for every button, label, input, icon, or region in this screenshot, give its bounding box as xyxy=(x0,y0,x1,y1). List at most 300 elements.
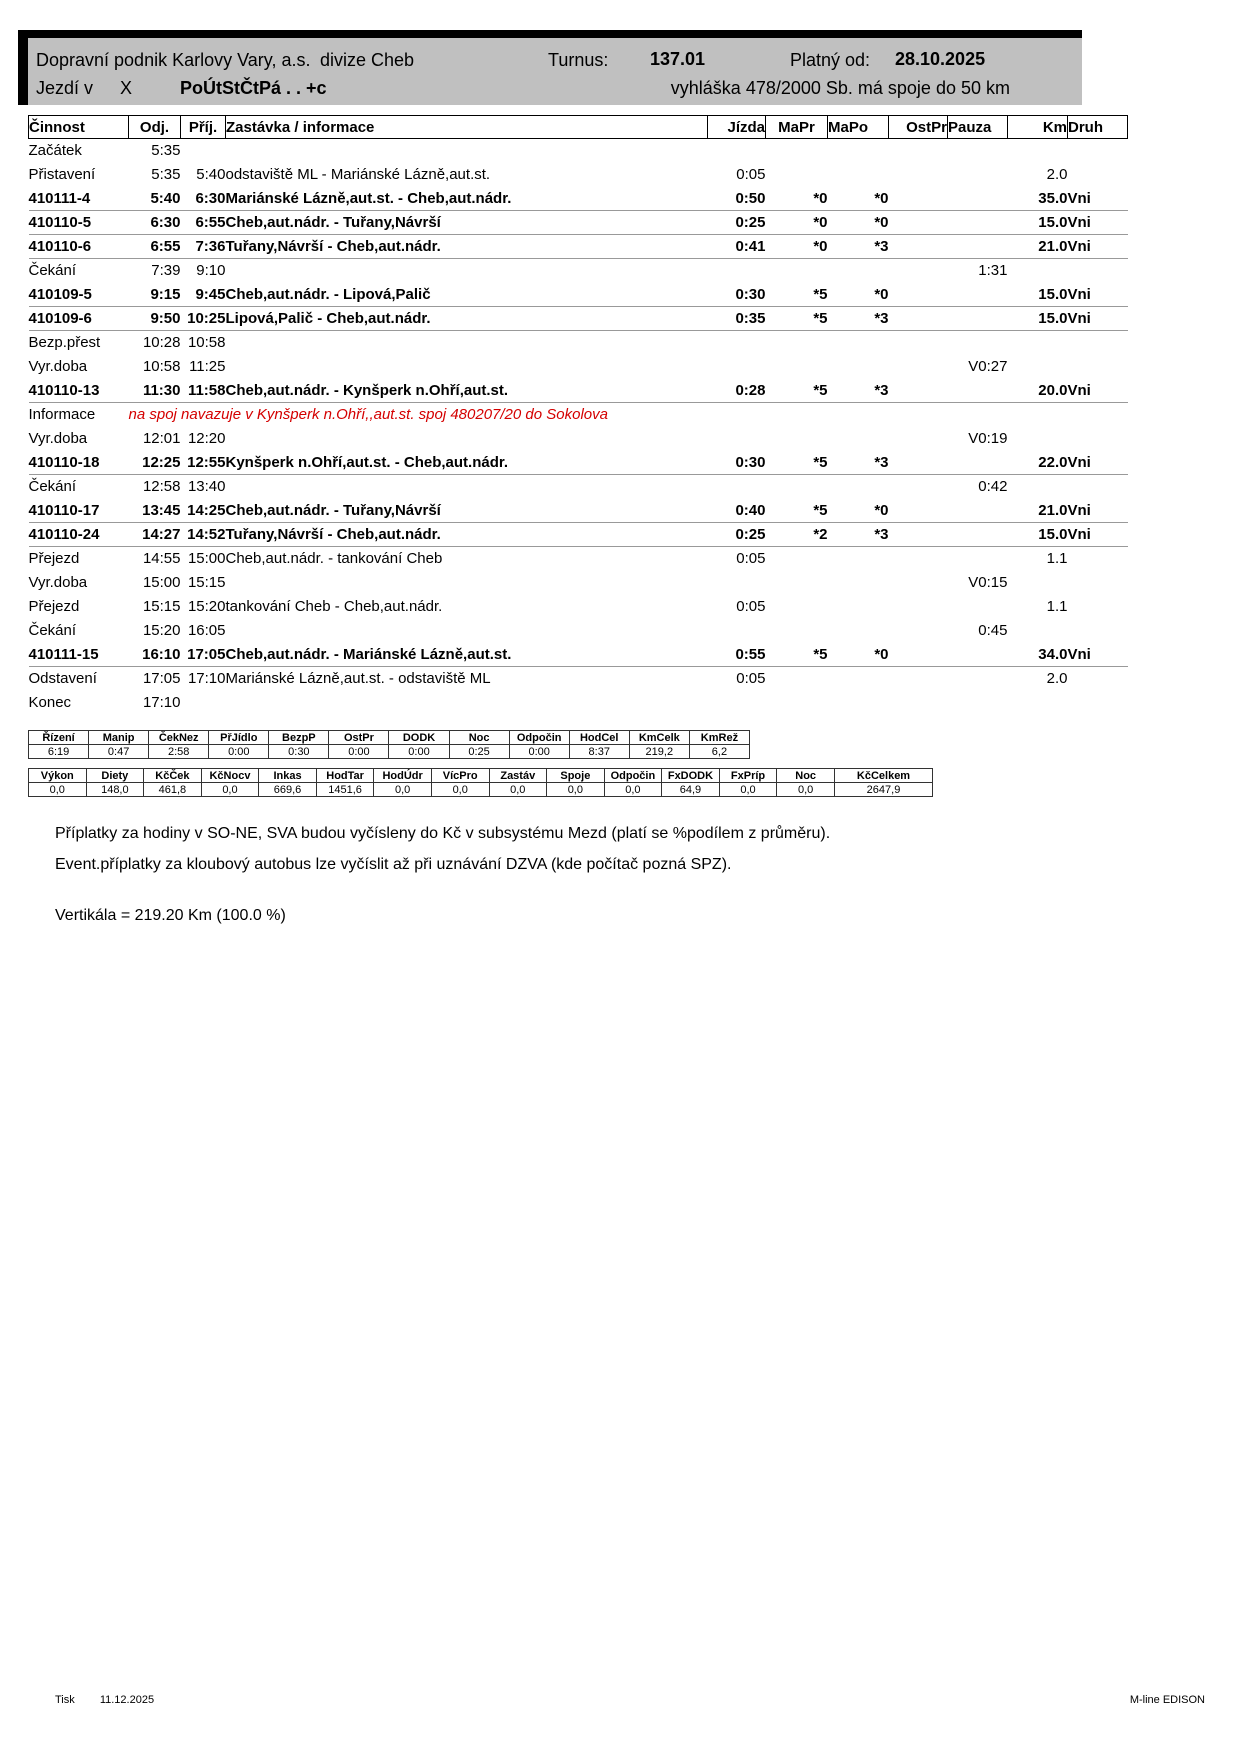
summary-header: PřJídlo xyxy=(209,731,269,745)
cell: *5 xyxy=(766,307,828,331)
cell: 9:45 xyxy=(181,283,226,307)
cell xyxy=(766,619,828,643)
cell xyxy=(708,691,766,715)
cell xyxy=(948,139,1008,163)
cell: Vni xyxy=(1068,307,1128,331)
summary-header: ČekNez xyxy=(149,731,209,745)
cell xyxy=(708,427,766,451)
cell: 410111-15 xyxy=(29,643,129,667)
cell xyxy=(1068,547,1128,571)
cell: Lipová,Palič - Cheb,aut.nádr. xyxy=(226,307,708,331)
cell xyxy=(226,139,708,163)
cell xyxy=(181,691,226,715)
cell: *0 xyxy=(828,643,889,667)
cell: *0 xyxy=(766,211,828,235)
summary-value: 0,0 xyxy=(374,783,432,797)
cell: Odstavení xyxy=(28,670,97,688)
summary-value: 2647,9 xyxy=(835,783,933,797)
cell: 0:30 xyxy=(708,283,766,307)
cell: 9:10 xyxy=(196,262,226,280)
cell xyxy=(1008,331,1068,355)
cell xyxy=(1068,595,1128,619)
cell: 0:05 xyxy=(736,550,766,568)
cell: 11:58 xyxy=(181,379,226,403)
summary-value: 1451,6 xyxy=(316,783,374,797)
schedule-body xyxy=(29,139,1128,715)
cell xyxy=(948,451,1008,475)
column-header-6: MaPr xyxy=(766,116,828,139)
cell: 17:10 xyxy=(142,694,181,711)
cell xyxy=(181,139,226,163)
summary-header: FxPríp xyxy=(719,769,777,783)
app-name: M-line EDISON xyxy=(1129,1694,1205,1706)
cell xyxy=(1068,259,1128,283)
cell: 5:40 xyxy=(196,166,226,183)
activity-cell: Informace xyxy=(28,406,96,424)
summary-value: 0,0 xyxy=(777,783,835,797)
summary-value: 0:25 xyxy=(449,745,509,759)
summary-value: 0:47 xyxy=(89,745,149,759)
cell xyxy=(226,259,708,283)
cell: 0:28 xyxy=(708,379,766,403)
cell xyxy=(708,619,766,643)
summary-header: Řízení xyxy=(29,731,89,745)
column-header-5: Jízda xyxy=(708,116,766,139)
summary-header: Odpočin xyxy=(604,769,662,783)
summary-header: Inkas xyxy=(259,769,317,783)
cell: Čekání xyxy=(28,622,77,639)
cell: 15.0 xyxy=(1008,283,1068,307)
summary-header: KčČek xyxy=(144,769,202,783)
cell: 20.0 xyxy=(1008,379,1068,403)
summary-header: HodÚdr xyxy=(374,769,432,783)
summary-header: OstPr xyxy=(329,731,389,745)
cell: 35.0 xyxy=(1008,187,1068,211)
cell xyxy=(889,331,948,355)
summary-value: 0:00 xyxy=(389,745,449,759)
cell: Konec xyxy=(28,694,72,711)
cell xyxy=(226,331,708,355)
schedule-row xyxy=(29,547,1128,571)
summary-value: 0:30 xyxy=(269,745,329,759)
summary-value: 669,6 xyxy=(259,783,317,797)
cell: *5 xyxy=(766,499,828,523)
cell: 0:35 xyxy=(708,307,766,331)
cell xyxy=(948,643,1008,667)
cell xyxy=(226,691,708,715)
cell: Čekání xyxy=(28,478,77,496)
column-header-1: Činnost xyxy=(29,116,129,139)
cell xyxy=(766,163,828,187)
column-header-9: Pauza xyxy=(948,116,1008,139)
cell xyxy=(889,211,948,235)
cell: Vni xyxy=(1068,283,1128,307)
schedule-row xyxy=(29,667,1128,691)
summary-value: 64,9 xyxy=(662,783,720,797)
cell: 14:55 xyxy=(142,550,181,568)
summary-header: Odpočin xyxy=(509,731,569,745)
cell: *5 xyxy=(766,643,828,667)
cell: 12:58 xyxy=(142,478,181,496)
cell: *0 xyxy=(766,235,828,259)
cell: 410110-6 xyxy=(29,235,129,259)
cell xyxy=(708,571,766,595)
cell: Cheb,aut.nádr. - Mariánské Lázně,aut.st. xyxy=(226,643,708,667)
cell: 14:25 xyxy=(181,499,226,523)
cell: 13:40 xyxy=(187,478,226,496)
cell xyxy=(708,259,766,283)
cell xyxy=(828,667,889,691)
cell: Vni xyxy=(1068,211,1128,235)
cell: 15:15 xyxy=(142,598,181,615)
cell: Čekání xyxy=(28,262,77,280)
cell xyxy=(766,475,828,499)
cell xyxy=(889,571,948,595)
cell: V0:27 xyxy=(968,358,1008,375)
cell: 5:40 xyxy=(129,187,181,211)
print-label: Tisk xyxy=(55,1694,75,1706)
cell xyxy=(889,619,948,643)
cell xyxy=(889,547,948,571)
schedule-row xyxy=(29,523,1128,547)
cell: 22.0 xyxy=(1008,451,1068,475)
cell xyxy=(828,139,889,163)
cell: 10:58 xyxy=(187,334,226,352)
summary-header: HodTar xyxy=(316,769,374,783)
cell xyxy=(708,139,766,163)
schedule-row xyxy=(29,331,1128,355)
runs-days: PoÚtStČtPá . . +c xyxy=(180,78,327,98)
cell: Začátek xyxy=(28,142,82,160)
schedule-row xyxy=(29,571,1128,595)
cell: 2.0 xyxy=(1046,670,1068,688)
cell xyxy=(1008,571,1068,595)
cell xyxy=(889,475,948,499)
summary-value: 0,0 xyxy=(431,783,489,797)
cell: tankování Cheb - Cheb,aut.nádr. xyxy=(225,598,443,615)
summary-value: 2:58 xyxy=(149,745,209,759)
note-line: Příplatky za hodiny v SO-NE, SVA budou vyčísleny do Kč v subsystému Mezd (platí se %podílem z průměru). xyxy=(55,825,831,842)
summary-header: BezpP xyxy=(269,731,329,745)
turnus-label: Turnus: xyxy=(548,50,609,70)
cell xyxy=(1008,355,1068,379)
cell: 410109-6 xyxy=(29,307,129,331)
cell xyxy=(766,427,828,451)
summary-value: 0:00 xyxy=(329,745,389,759)
cell: 0:41 xyxy=(708,235,766,259)
cell: Kynšperk n.Ohří,aut.st. - Cheb,aut.nádr. xyxy=(226,451,708,475)
cell: Přejezd xyxy=(28,550,80,568)
cell xyxy=(226,427,708,451)
cell: *0 xyxy=(828,283,889,307)
cell: Bezp.přest xyxy=(28,334,101,352)
cell: 9:15 xyxy=(129,283,181,307)
cell: Vni xyxy=(1068,523,1128,547)
cell: *3 xyxy=(828,307,889,331)
summary-header: Manip xyxy=(89,731,149,745)
cell xyxy=(948,331,1008,355)
cell xyxy=(948,691,1008,715)
cell xyxy=(1068,667,1128,691)
cell xyxy=(766,331,828,355)
summary-value: 0,0 xyxy=(604,783,662,797)
cell: Vyr.doba xyxy=(28,574,88,591)
schedule-row xyxy=(29,691,1128,715)
note-line: Event.příplatky za kloubový autobus lze vyčíslit až při uznávání DZVA (kde počítač pozná SPZ). xyxy=(55,856,732,873)
cell: 15:00 xyxy=(142,574,181,591)
vertical-total: Vertikála = 219.20 Km (100.0 %) xyxy=(55,907,286,924)
schedule-header-row xyxy=(29,116,1128,139)
summary-value: 148,0 xyxy=(86,783,144,797)
cell xyxy=(1068,691,1128,715)
cell xyxy=(226,475,708,499)
turnus-value: 137.01 xyxy=(650,49,706,69)
cell xyxy=(948,547,1008,571)
cell xyxy=(948,235,1008,259)
summary-header: DODK xyxy=(389,731,449,745)
summary-value: 8:37 xyxy=(569,745,629,759)
cell xyxy=(889,187,948,211)
cell xyxy=(1008,475,1068,499)
cell xyxy=(1008,619,1068,643)
cell xyxy=(828,691,889,715)
cell: *2 xyxy=(766,523,828,547)
cell: 17:05 xyxy=(181,643,226,667)
schedule-row xyxy=(29,355,1128,379)
cell xyxy=(828,259,889,283)
cell xyxy=(948,283,1008,307)
column-header-8: OstPr xyxy=(889,116,948,139)
valid-from-label: Platný od: xyxy=(790,50,871,70)
cell xyxy=(948,211,1008,235)
cell xyxy=(766,691,828,715)
cell xyxy=(1008,259,1068,283)
cell: 1.1 xyxy=(1046,550,1068,568)
cell: *3 xyxy=(828,451,889,475)
cell: 10:28 xyxy=(142,334,181,352)
hours-summary-value-row xyxy=(29,745,750,759)
cell xyxy=(766,571,828,595)
cell: *3 xyxy=(828,235,889,259)
schedule-row xyxy=(29,139,1128,163)
schedule-row xyxy=(29,643,1128,667)
cell: 14:27 xyxy=(129,523,181,547)
cell: 1:31 xyxy=(978,262,1008,280)
cell xyxy=(1068,163,1128,187)
info-note: na spoj navazuje v Kynšperk n.Ohří,,aut.st. spoj 480207/20 do Sokolova xyxy=(128,406,608,424)
cell: 2.0 xyxy=(1046,166,1068,183)
cell xyxy=(1008,427,1068,451)
cell: 12:01 xyxy=(142,430,181,447)
cell xyxy=(766,667,828,691)
money-summary-value-row xyxy=(29,783,933,797)
cell xyxy=(226,355,708,379)
cell xyxy=(766,139,828,163)
cell: 12:25 xyxy=(129,451,181,475)
cell: 410110-18 xyxy=(29,451,129,475)
cell xyxy=(889,379,948,403)
cell xyxy=(889,523,948,547)
cell xyxy=(948,523,1008,547)
cell xyxy=(1008,691,1068,715)
summary-header: HodCel xyxy=(569,731,629,745)
decree-note: vyhláška 478/2000 Sb. má spoje do 50 km xyxy=(670,78,1010,98)
cell: 17:05 xyxy=(142,670,181,688)
schedule-row xyxy=(29,283,1128,307)
schedule-row xyxy=(29,475,1128,499)
summary-value: 0,0 xyxy=(547,783,605,797)
cell: 6:30 xyxy=(129,211,181,235)
cell xyxy=(828,475,889,499)
cell xyxy=(889,283,948,307)
cell: 0:25 xyxy=(708,523,766,547)
cell xyxy=(828,163,889,187)
cell xyxy=(948,595,1008,619)
cell: V0:19 xyxy=(968,430,1008,447)
cell: Vyr.doba xyxy=(28,430,88,447)
cell: *5 xyxy=(766,451,828,475)
schedule-row xyxy=(29,163,1128,187)
schedule-table xyxy=(28,115,1128,715)
cell: *0 xyxy=(766,187,828,211)
cell xyxy=(766,595,828,619)
header-band xyxy=(18,30,1082,105)
cell: 12:55 xyxy=(181,451,226,475)
cell: Cheb,aut.nádr. - Kynšperk n.Ohří,aut.st. xyxy=(226,379,708,403)
summary-header: Zastáv xyxy=(489,769,547,783)
cell: 410111-4 xyxy=(29,187,129,211)
cell xyxy=(889,139,948,163)
cell xyxy=(889,259,948,283)
cell: 0:55 xyxy=(708,643,766,667)
summary-header: Noc xyxy=(777,769,835,783)
cell: 410110-5 xyxy=(29,211,129,235)
cell xyxy=(828,331,889,355)
summary-value: 6,2 xyxy=(689,745,749,759)
cell xyxy=(889,307,948,331)
cell xyxy=(226,619,708,643)
cell: *0 xyxy=(828,187,889,211)
cell: 14:52 xyxy=(181,523,226,547)
summary-header: KmRež xyxy=(689,731,749,745)
cell: Cheb,aut.nádr. - Tuřany,Návrší xyxy=(226,499,708,523)
cell xyxy=(1068,331,1128,355)
cell: 410110-24 xyxy=(29,523,129,547)
cell xyxy=(766,355,828,379)
cell: 0:05 xyxy=(736,670,766,688)
summary-value: 461,8 xyxy=(144,783,202,797)
cell: 12:20 xyxy=(187,430,226,447)
cell xyxy=(948,667,1008,691)
cell: odstaviště ML - Mariánské Lázně,aut.st. xyxy=(225,166,491,183)
cell xyxy=(889,355,948,379)
summary-value: 0,0 xyxy=(29,783,87,797)
cell: Vni xyxy=(1068,235,1128,259)
cell: Vni xyxy=(1068,187,1128,211)
cell: Cheb,aut.nádr. - Lipová,Palič xyxy=(226,283,708,307)
cell xyxy=(708,331,766,355)
column-header-10: Km xyxy=(1008,116,1068,139)
summary-value: 219,2 xyxy=(629,745,689,759)
cell: 0:50 xyxy=(708,187,766,211)
cell: Přistavení xyxy=(28,166,96,183)
summary-header: KčCelkem xyxy=(835,769,933,783)
cell: *3 xyxy=(828,379,889,403)
cell xyxy=(1068,139,1128,163)
cell: Přejezd xyxy=(28,598,80,615)
cell xyxy=(766,259,828,283)
cell: 16:05 xyxy=(187,622,226,639)
cell: *3 xyxy=(828,523,889,547)
cell xyxy=(1068,355,1128,379)
cell: Mariánské Lázně,aut.st. - Cheb,aut.nádr. xyxy=(226,187,708,211)
money-summary-header-row xyxy=(29,769,933,783)
summary-header: KmCelk xyxy=(629,731,689,745)
cell: 6:55 xyxy=(129,235,181,259)
cell: Vni xyxy=(1068,451,1128,475)
cell: 7:39 xyxy=(151,262,181,280)
cell: 11:25 xyxy=(189,358,226,375)
column-header-7: MaPo xyxy=(828,116,889,139)
cell: *0 xyxy=(828,211,889,235)
cell xyxy=(828,571,889,595)
cell: *5 xyxy=(766,283,828,307)
cell xyxy=(889,691,948,715)
cell xyxy=(828,355,889,379)
runs-code: X xyxy=(120,78,133,98)
cell xyxy=(708,475,766,499)
summary-value: 0:00 xyxy=(209,745,269,759)
cell: 10:58 xyxy=(142,358,181,375)
cell: 5:35 xyxy=(151,142,181,160)
cell: 15:20 xyxy=(142,622,181,639)
schedule-row xyxy=(29,379,1128,403)
cell xyxy=(766,547,828,571)
print-date: 11.12.2025 xyxy=(99,1694,155,1706)
cell xyxy=(948,307,1008,331)
cell xyxy=(889,667,948,691)
money-summary-table xyxy=(28,768,933,797)
hours-summary-header-row xyxy=(29,731,750,745)
cell: 410109-5 xyxy=(29,283,129,307)
cell: 0:40 xyxy=(708,499,766,523)
cell: 0:45 xyxy=(978,622,1008,639)
summary-value: 0,0 xyxy=(201,783,259,797)
column-header-2: Odj. xyxy=(129,116,181,139)
cell: 6:55 xyxy=(181,211,226,235)
cell: Vni xyxy=(1068,499,1128,523)
column-header-4: Zastávka / informace xyxy=(226,116,708,139)
schedule-row xyxy=(29,451,1128,475)
cell: *0 xyxy=(828,499,889,523)
schedule-row xyxy=(29,499,1128,523)
schedule-row xyxy=(29,619,1128,643)
print-info xyxy=(55,1694,154,1706)
valid-from-value: 28.10.2025 xyxy=(895,49,986,69)
cell: 34.0 xyxy=(1008,643,1068,667)
summary-value: 0,0 xyxy=(719,783,777,797)
schedule-row xyxy=(29,595,1128,619)
cell: 17:10 xyxy=(187,670,226,688)
runs-on-label: Jezdí v xyxy=(36,78,94,98)
summary-value: 6:19 xyxy=(29,745,89,759)
summary-header: KčNocv xyxy=(201,769,259,783)
cell: 15.0 xyxy=(1008,211,1068,235)
cell xyxy=(889,595,948,619)
cell: 15.0 xyxy=(1008,307,1068,331)
cell: 16:10 xyxy=(129,643,181,667)
cell xyxy=(226,571,708,595)
